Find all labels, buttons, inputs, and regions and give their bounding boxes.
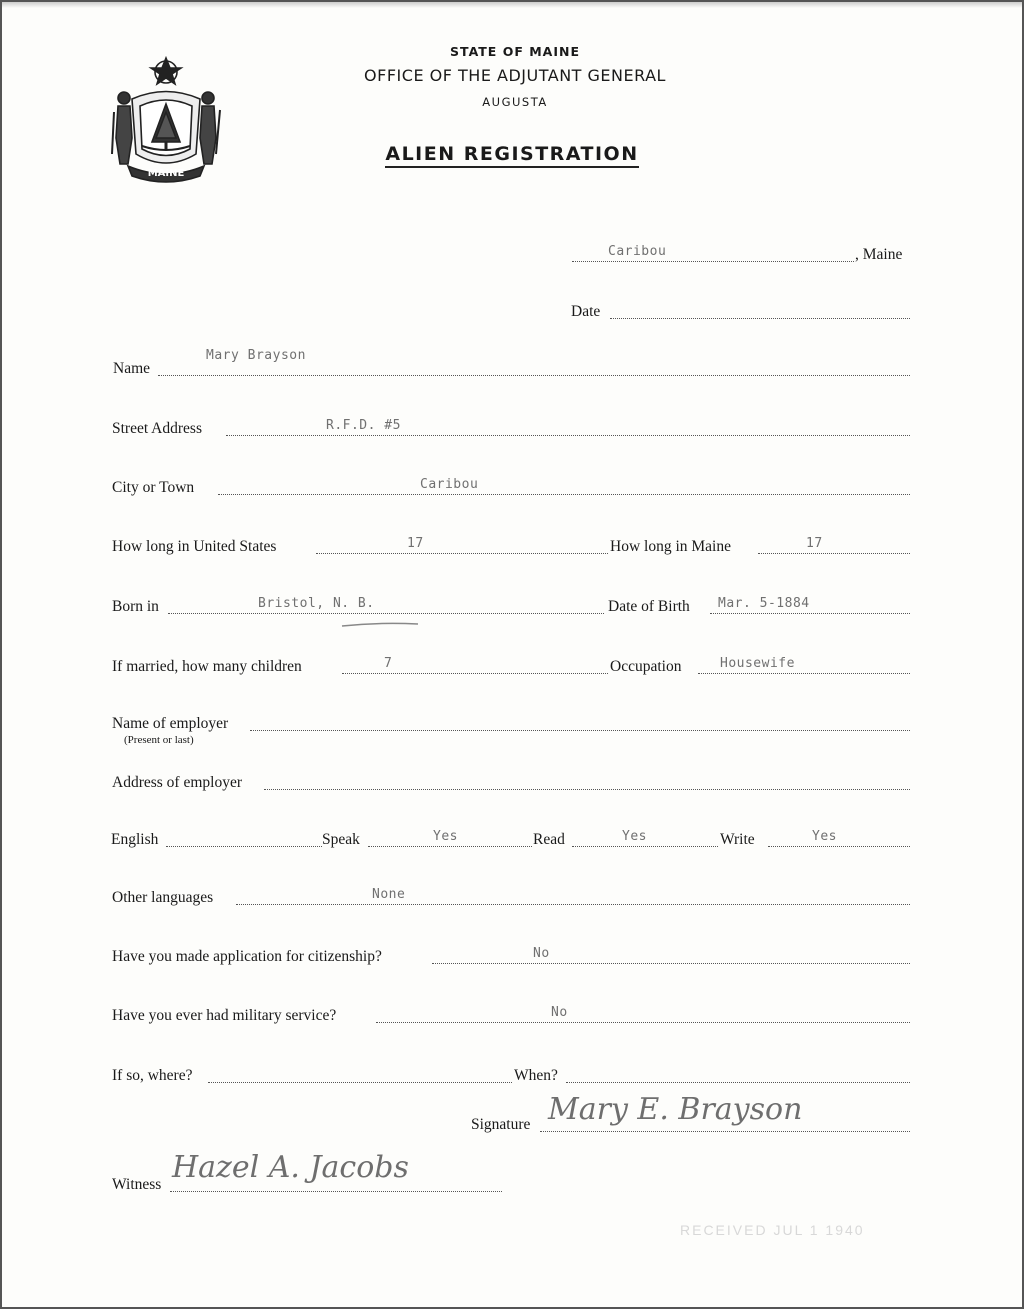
place-suffix: , Maine <box>855 246 903 263</box>
where-label: If so, where? <box>112 1067 193 1084</box>
place-row <box>0 246 1024 270</box>
street-row <box>0 420 1024 444</box>
office-heading: OFFICE OF THE ADJUTANT GENERAL <box>364 66 666 85</box>
speak-value[interactable]: Yes <box>433 829 458 844</box>
where-when-row <box>0 1067 1024 1091</box>
witness-line <box>170 1191 502 1192</box>
maine-duration-value[interactable]: 17 <box>806 536 823 551</box>
dob-line <box>710 613 910 614</box>
employer-label: Name of employer <box>112 715 229 732</box>
children-label: If married, how many children <box>112 658 302 675</box>
maine-duration-line <box>758 553 910 554</box>
where-line <box>208 1082 512 1083</box>
military-label: Have you ever had military service? <box>112 1007 337 1024</box>
occupation-value[interactable]: Housewife <box>720 656 795 671</box>
read-label: Read <box>533 831 565 848</box>
street-value[interactable]: R.F.D. #5 <box>326 418 401 433</box>
city-value[interactable]: Caribou <box>420 477 479 492</box>
maine-duration-label: How long in Maine <box>610 538 731 555</box>
other-languages-value[interactable]: None <box>372 887 406 902</box>
witness-label: Witness <box>112 1176 162 1193</box>
employer-line <box>250 730 910 731</box>
citizenship-row <box>0 948 1024 972</box>
duration-row <box>0 538 1024 562</box>
pencil-underline-mark <box>340 622 420 628</box>
employer-address-line <box>264 789 910 790</box>
born-in-line <box>168 613 604 614</box>
when-line <box>566 1082 910 1083</box>
form-title-text: ALIEN REGISTRATION <box>385 143 638 168</box>
us-duration-label: How long in United States <box>112 538 277 555</box>
us-duration-line <box>316 553 608 554</box>
when-label: When? <box>514 1067 558 1084</box>
write-line <box>768 846 910 847</box>
employer-note: (Present or last) <box>124 734 194 746</box>
name-row <box>0 348 1024 384</box>
signature-row <box>0 1116 1024 1140</box>
citizenship-value[interactable]: No <box>533 946 550 961</box>
street-line <box>226 435 910 436</box>
speak-line <box>368 846 532 847</box>
occupation-label: Occupation <box>610 658 682 675</box>
dob-label: Date of Birth <box>608 598 690 615</box>
english-line <box>166 846 322 847</box>
write-label: Write <box>720 831 755 848</box>
state-heading: STATE OF MAINE <box>450 44 580 59</box>
signature-label: Signature <box>471 1116 531 1133</box>
citizenship-line <box>432 963 910 964</box>
military-line <box>376 1022 910 1023</box>
witness-value[interactable]: Hazel A. Jacobs <box>172 1150 409 1185</box>
witness-row <box>0 1176 1024 1200</box>
signature-line <box>540 1131 910 1132</box>
other-languages-row <box>0 889 1024 913</box>
write-value[interactable]: Yes <box>812 829 837 844</box>
city-row <box>0 479 1024 503</box>
military-value[interactable]: No <box>551 1005 568 1020</box>
read-value[interactable]: Yes <box>622 829 647 844</box>
children-line <box>342 673 608 674</box>
employer-address-label: Address of employer <box>112 774 242 791</box>
english-label: English <box>111 831 159 848</box>
date-row <box>0 303 1024 327</box>
signature-value[interactable]: Mary E. Brayson <box>548 1092 803 1127</box>
name-label: Name <box>113 360 151 377</box>
other-languages-label: Other languages <box>112 889 214 906</box>
children-row <box>0 658 1024 682</box>
name-value[interactable]: Mary Brayson <box>206 348 306 363</box>
name-line <box>158 375 910 376</box>
english-row <box>0 831 1024 855</box>
read-line <box>572 846 718 847</box>
received-stamp: RECEIVED JUL 1 1940 <box>680 1222 865 1238</box>
date-label: Date <box>571 303 601 320</box>
born-in-label: Born in <box>112 598 159 615</box>
military-row <box>0 1007 1024 1031</box>
city-heading: AUGUSTA <box>482 95 548 109</box>
citizenship-label: Have you made application for citizenship? <box>112 948 382 965</box>
dob-value[interactable]: Mar. 5-1884 <box>718 596 810 611</box>
street-label: Street Address <box>112 420 202 437</box>
employer-address-row <box>0 774 1024 798</box>
birth-row <box>0 598 1024 622</box>
other-languages-line <box>236 904 910 905</box>
us-duration-value[interactable]: 17 <box>407 536 424 551</box>
occupation-line <box>698 673 910 674</box>
speak-label: Speak <box>322 831 360 848</box>
born-in-value[interactable]: Bristol, N. B. <box>258 596 375 611</box>
place-line <box>572 261 854 262</box>
children-value[interactable]: 7 <box>384 656 393 671</box>
seal-banner-text: MAINE <box>147 168 185 179</box>
place-value[interactable]: Caribou <box>608 244 667 259</box>
date-line <box>610 318 910 319</box>
city-label: City or Town <box>112 479 195 496</box>
city-line <box>218 494 910 495</box>
form-title <box>0 143 1024 165</box>
